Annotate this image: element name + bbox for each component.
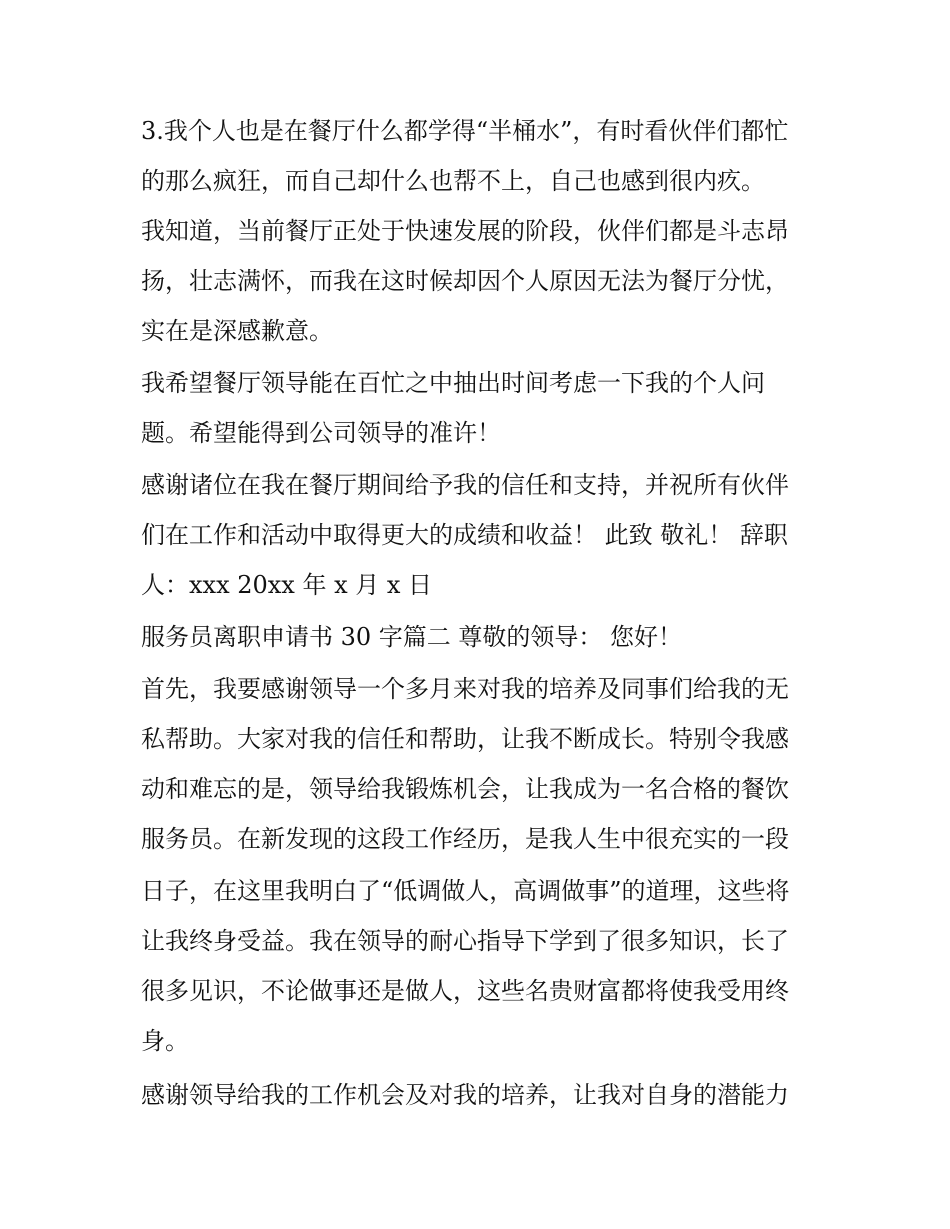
text-line: 实在是深感歉意。 [141,317,333,345]
text-line: 服务员。在新发现的这段工作经历，是我人生中很充实的一段 [141,825,789,853]
text-line: 服务员离职申请书 30 字篇二 尊敬的领导： 您好！ [141,623,683,651]
text-line: 私帮助。大家对我的信任和帮助，让我不断成长。特别令我感 [141,725,789,753]
text-line: 的那么疯狂，而自己却什么也帮不上，自己也感到很内疚。 [141,167,765,195]
text-line: 我希望餐厅领导能在百忙之中抽出时间考虑一下我的个人问 [141,369,765,397]
text-line: 我知道，当前餐厅正处于快速发展的阶段，伙伴们都是斗志昂 [141,217,789,245]
text-line: 感谢诸位在我在餐厅期间给予我的信任和支持，并祝所有伙伴 [141,471,789,499]
text-line: 题。希望能得到公司领导的准许！ [141,419,501,447]
text-line: 动和难忘的是，领导给我锻炼机会，让我成为一名合格的餐饮 [141,775,789,803]
text-line: 日子，在这里我明白了“低调做人，高调做事”的道理，这些将 [141,877,790,905]
text-line: 扬，壮志满怀，而我在这时候却因个人原因无法为餐厅分忧， [141,267,789,295]
text-line: 很多见识，不论做事还是做人，这些名贵财富都将使我受用终 [141,977,789,1005]
text-line: 让我终身受益。我在领导的耐心指导下学到了很多知识，长了 [141,927,789,955]
text-line: 感谢领导给我的工作机会及对我的培养，让我对自身的潜能力 [141,1081,789,1109]
text-line: 们在工作和活动中取得更大的成绩和收益！ 此致 敬礼！ 辞职 [141,521,788,549]
text-line: 人：xxx 20xx 年 x 月 x 日 [141,571,433,599]
text-line: 3.我个人也是在餐厅什么都学得“半桶水”，有时看伙伴们都忙 [141,117,789,145]
text-line: 首先，我要感谢领导一个多月来对我的培养及同事们给我的无 [141,675,789,703]
text-line: 身。 [141,1027,189,1055]
